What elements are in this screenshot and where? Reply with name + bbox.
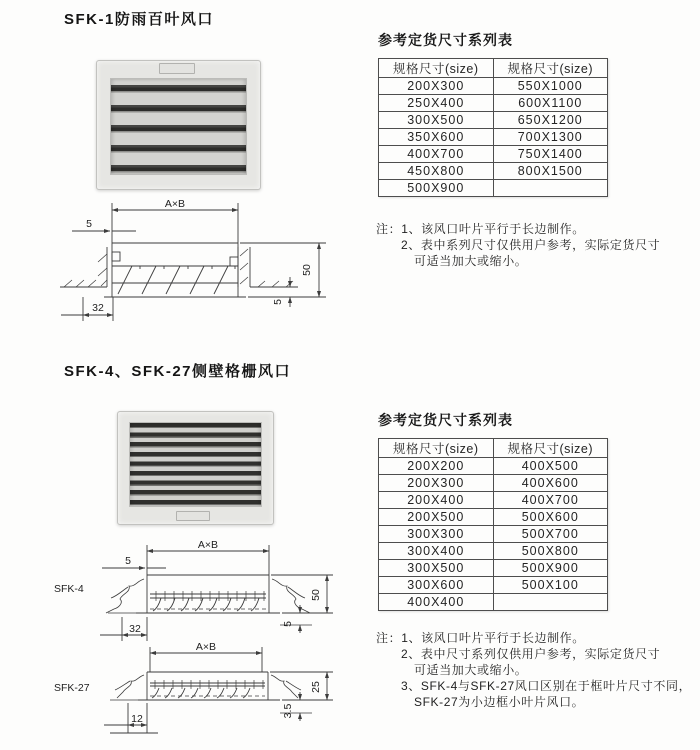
sfk4-product-photo [117,411,274,525]
dim-label-depth: 32 [129,623,141,635]
sfk1-size-table-block [378,30,612,197]
dim-label-height: 25 [310,681,322,693]
size-cell: 500X100 [493,577,608,594]
sfk4-size-table-block [378,410,612,611]
table-row [379,112,608,129]
size-cell: 300X400 [379,543,494,560]
size-cell: 400X500 [493,458,608,475]
diagram-label-sfk4: SFK-4 [54,583,84,595]
size-cell: 300X500 [379,112,494,129]
note-line: 2、表中系列尺寸仅供用户参考，实际定货尺寸 [401,238,661,252]
size-cell: 350X600 [379,129,494,146]
dim-label-lip-bottom: 5 [272,299,284,305]
table-row [379,78,608,95]
note-line: SFK-27为小边框小叶片风口。 [414,695,585,709]
table-row [379,129,608,146]
size-cell [493,180,608,197]
sfk1-section-diagram [58,196,348,336]
note-line: 3、SFK-4与SFK-27风口区别在于框叶片尺寸不同， [401,679,692,693]
size-cell: 400X600 [493,475,608,492]
size-cell: 300X500 [379,560,494,577]
table-row [379,543,608,560]
table-title: 参考定货尺寸系列表 [378,412,513,428]
size-cell: 400X700 [493,492,608,509]
dim-label-depth: 32 [92,302,104,314]
diagram-label-sfk27: SFK-27 [54,682,90,694]
dim-label-depth: 12 [131,713,143,725]
vent-nameplate-tab [176,511,210,521]
dim-label-width: A×B [195,643,217,653]
table-row [379,163,608,180]
note-line: 可适当加大或缩小。 [414,254,528,268]
louver-slats [110,78,247,175]
sfk4-notes [376,630,691,710]
table-header-row [379,439,608,458]
size-cell: 300X300 [379,526,494,543]
table-header-row [379,59,608,78]
size-table [378,58,608,197]
table-row [379,526,608,543]
table-row [379,492,608,509]
column-header: 规格尺寸(size) [379,439,494,458]
column-header: 规格尺寸(size) [493,439,608,458]
dim-label-height: 50 [301,264,313,276]
sfk4-section-diagram [40,537,375,645]
size-cell: 800X1500 [493,163,608,180]
size-cell: 400X700 [379,146,494,163]
size-cell: 500X800 [493,543,608,560]
dim-label-lip-top: 5 [86,218,92,230]
size-cell: 500X600 [493,509,608,526]
sfk1-product-photo [96,60,261,190]
table-row [379,560,608,577]
table-row [379,594,608,611]
size-cell: 450X800 [379,163,494,180]
note-line: 2、表中尺寸系列仅供用户参考，实际定货尺寸 [401,647,661,661]
size-cell: 750X1400 [493,146,608,163]
size-cell: 400X400 [379,594,494,611]
size-cell: 550X1000 [493,78,608,95]
size-cell: 200X300 [379,78,494,95]
size-cell: 500X900 [493,560,608,577]
size-table [378,438,608,611]
size-cell: 650X1200 [493,112,608,129]
section1-title: SFK-1防雨百叶风口 [64,11,214,28]
column-header: 规格尺寸(size) [493,59,608,78]
size-cell: 200X500 [379,509,494,526]
dim-label-lip-top: 5 [125,555,131,567]
dim-label-lip-bottom: 5 [282,621,294,627]
table-row [379,475,608,492]
column-header: 规格尺寸(size) [379,59,494,78]
table-row [379,509,608,526]
size-cell: 500X900 [379,180,494,197]
size-cell: 500X700 [493,526,608,543]
size-cell [493,594,608,611]
grille-slats [129,422,262,507]
note-line: 注：1、该风口叶片平行于长边制作。 [376,222,585,236]
sfk27-section-diagram [40,643,375,743]
size-cell: 200X400 [379,492,494,509]
size-cell: 300X600 [379,577,494,594]
table-title: 参考定货尺寸系列表 [378,32,513,48]
sfk1-notes [376,221,660,269]
vent-nameplate-tab [159,63,195,74]
size-cell: 250X400 [379,95,494,112]
dim-label-width: A×B [197,539,219,551]
note-line: 注：1、该风口叶片平行于长边制作。 [376,631,585,645]
size-cell: 200X300 [379,475,494,492]
table-row [379,95,608,112]
table-row [379,458,608,475]
dim-label-lip-bottom: 3.5 [282,703,294,719]
table-row [379,577,608,594]
table-row [379,146,608,163]
note-line: 可适当加大或缩小。 [414,663,528,677]
size-cell: 200X200 [379,458,494,475]
size-cell: 600X1100 [493,95,608,112]
dim-label-height: 50 [310,589,322,601]
section2-title: SFK-4、SFK-27侧壁格栅风口 [64,363,292,380]
table-row [379,180,608,197]
size-cell: 700X1300 [493,129,608,146]
dim-label-width: A×B [164,198,186,210]
